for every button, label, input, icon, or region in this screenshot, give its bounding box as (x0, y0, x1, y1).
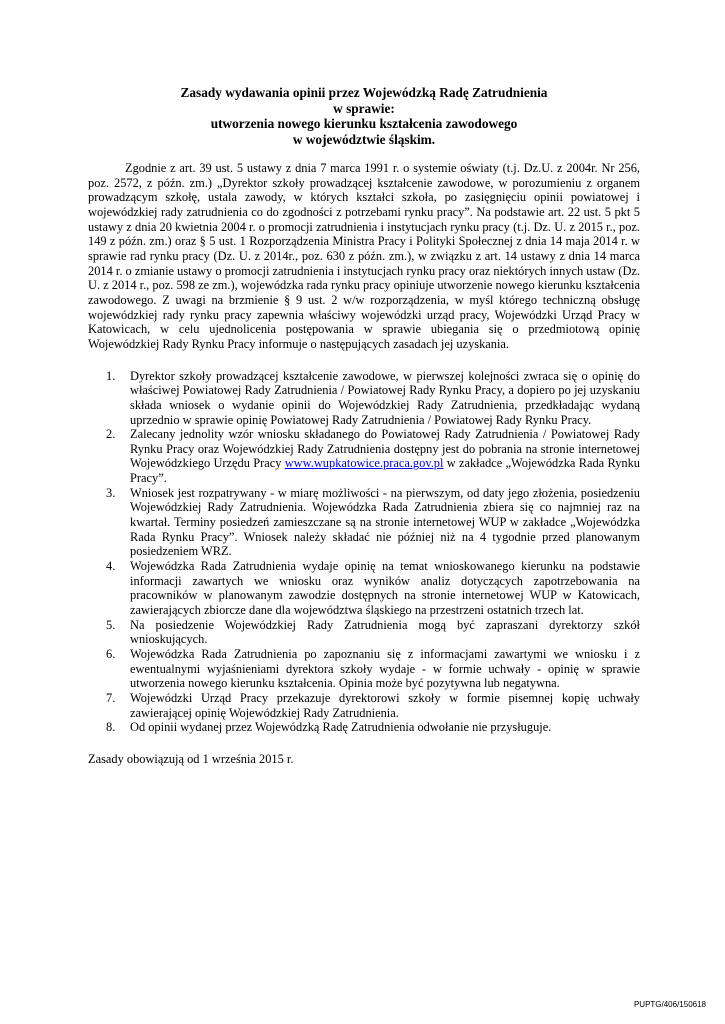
title-line-4: w województwie śląskim. (292, 131, 436, 147)
closing-statement: Zasady obowiązują od 1 września 2015 r. (88, 751, 294, 766)
title-line-1: Zasady wydawania opinii przez Wojewódzką Radę Zatrudnienia (180, 85, 548, 100)
list-item: 2. Zalecany jednolity wzór wniosku składanego do Powiatowej Rady Zatrudnienia / Powiatowej Rady Rynku Pracy oraz Wojewódzkiej Rady Zatrudnienia dostępny jest do pobrania na stronie internetowej Wojewódzkiego Urzędu Pracy www.wupkatowice.praca.gov.pl w zakładce „Wojewódzka Rada Rynku Pracy”. (106, 427, 640, 486)
list-item: 8. Od opinii wydanej przez Wojewódzką Radę Zatrudnienia odwołanie nie przysługuje. (106, 720, 552, 735)
list-item: 6. Wojewódzka Rada Zatrudnienia po zapoznaniu się z informacjami zawartymi we wniosku i z ewentualnymi wyjaśnieniami dyrektora szkoły wydaje - w formie uchwały - opinię w sprawie utworzenia nowego kierunku kształcenia. Opinia może być pozytywna lub negatywna. (106, 647, 640, 691)
wup-website-link[interactable]: www.wupkatowice.praca.gov.pl (284, 456, 444, 471)
intro-paragraph: Zgodnie z art. 39 ust. 5 ustawy z dnia 7 marca 1991 r. o systemie oświaty (t.j. Dz.U. z 2004r. Nr 256, poz. 2572, z późn. zm.) „Dyrektor szkoły prowadzącej kształcenie zawodowe, w porozumieniu z organem prowadzącym szkołę, ustala zawody, w których kształci szkoła, po zasięgnięciu opinii powiatowej i wojewódzkiej rady zatrudnienia co do zgodności z potrzebami rynku pracy”. Na podstawie art. 22 ust. 5 pkt 5 ustawy z dnia 20 kwietnia 2004 r. o promocji zatrudnienia i instytucjach rynku pracy (t.j. Dz. U. z 2015 r., poz. 149 z późn. zm.) oraz § 5 ust. 1 Rozporządzenia Ministra Pracy i Polityki Społecznej z dnia 14 maja 2014 r. w sprawie rad rynku pracy (Dz. U. z 2014r., poz. 630 z późn. zm.), w związku z art. 14 ustawy z dnia 14 marca 2014 r. o zmianie ustawy o promocji zatrudnienia i instytucjach rynku pracy oraz niektórych innych ustaw (Dz. U. z 2014 r., poz. 598 ze zm.), wojewódzka rada rynku pracy opiniuje utworzenie nowego kierunku kształcenia zawodowego. Z uwagi na brzmienie § 9 ust. 2 w/w rozporządzenia, w myśl którego techniczną obsługę wojewódzkiej rady rynku pracy zapewnia właściwy wojewódzki urząd pracy, Wojewódzki Urząd Pracy w Katowicach, w celu ujednolicenia postępowania w sprawie ubiegania się o przedmiotową opinię Wojewódzkiej Rady Rynku Pracy informuje o następujących zasadach jej uzyskania. (88, 161, 640, 351)
document-page (88, 85, 640, 767)
rules-list (88, 369, 640, 735)
list-item: 7. Wojewódzki Urząd Pracy przekazuje dyrektorowi szkoły w formie pisemnej kopię uchwały zawierającej opinię Wojewódzkiej Rady Zatrudnienia. (106, 690, 640, 720)
title-line-2: w sprawie: (333, 100, 395, 116)
document-title (88, 85, 640, 147)
list-item: 4. Wojewódzka Rada Zatrudnienia wydaje opinię na temat wnioskowanego kierunku na podstawie informacji zawartych we wniosku oraz wyników analiz dotyczących zapotrzebowania na pracowników w planowanym zawodzie dostępnych na stronie internetowej WUP w Katowicach, zawierających zbiorcze dane dla województwa śląskiego na przestrzeni ostatnich trzech lat. (106, 559, 640, 618)
list-item: 1. Dyrektor szkoły prowadzącej kształcenie zawodowe, w pierwszej kolejności zwraca się o opinię do właściwej Powiatowej Rady Zatrudnienia / Powiatowej Rady Rynku Pracy, a dopiero po jej uzyskaniu składa wniosek o wydanie opinii do Wojewódzkiej Rady Zatrudnienia, przedkładając wydaną uprzednio w sprawie opinię Powiatowej Rady Zatrudnienia / Powiatowej Rady Rynku Pracy. (106, 368, 640, 427)
title-line-3: utworzenia nowego kierunku kształcenia zawodowego (210, 116, 518, 131)
list-item: 3. Wniosek jest rozpatrywany - w miarę możliwości - na pierwszym, od daty jego złożenia, posiedzeniu Wojewódzkiej Rady Zatrudnienia. Wojewódzka Rada Zatrudnienia zbiera się co najmniej raz na kwartał. Terminy posiedzeń zamieszczane są na stronie internetowej WUP w zakładce „Wojewódzka Rada Rynku Pracy”. Wniosek należy składać nie później niż na 4 tygodnie przed planowanym posiedzeniem WRZ. (106, 485, 640, 559)
list-item: 5. Na posiedzenie Wojewódzkiej Rady Zatrudnienia mogą być zapraszani dyrektorzy szkół wnioskujących. (106, 617, 640, 647)
document-code: PUPTG/406/150618 (633, 1000, 706, 1009)
